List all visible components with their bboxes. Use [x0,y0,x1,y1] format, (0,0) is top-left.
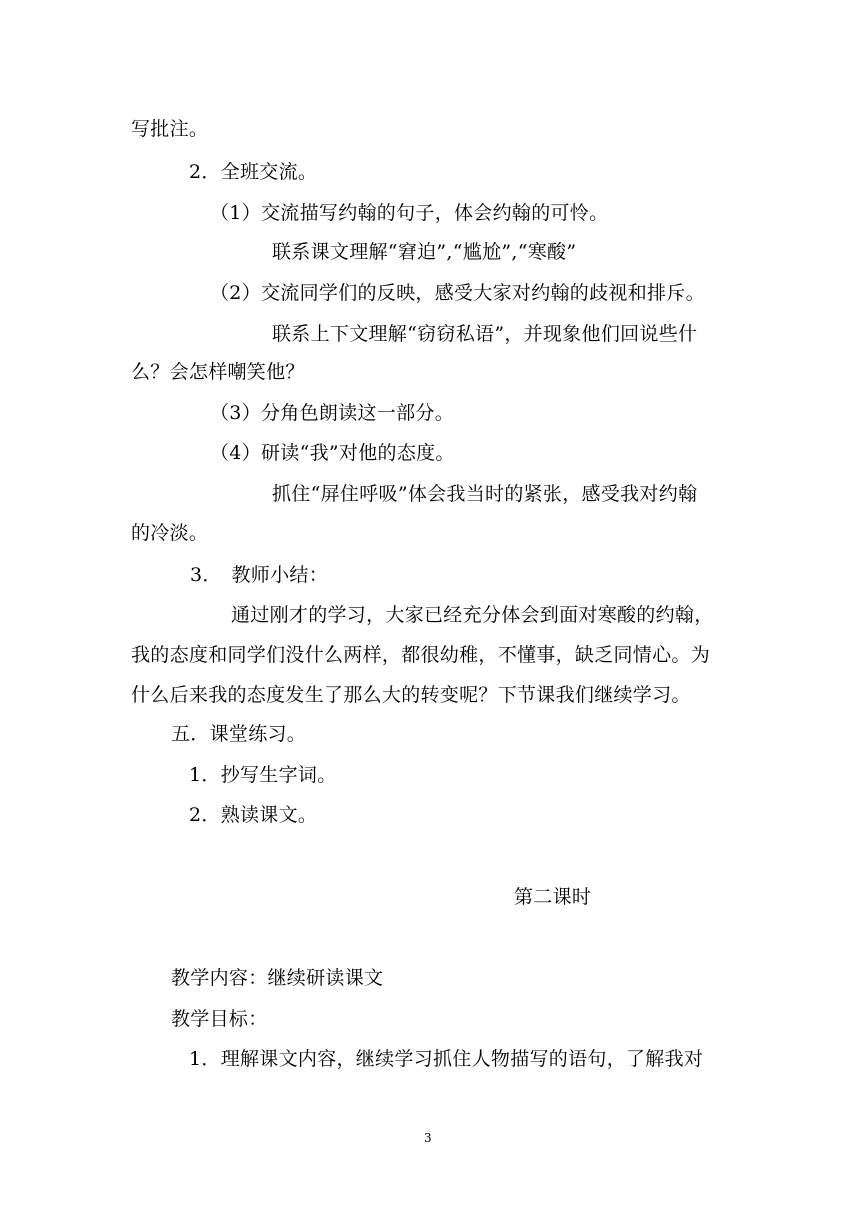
section-heading: 第二课时 [514,886,592,908]
text-line-18: 2．熟读课文。 [189,804,318,826]
text-line-11: 的冷淡。 [131,522,209,544]
page-number: 3 [424,1131,432,1145]
text-line-8: （3）分角色朗读这一部分。 [210,402,454,424]
text-line-21: 1．理解课文内容，继续学习抓住人物描写的语句，了解我对 [189,1048,704,1070]
text-line-16: 五．课堂练习。 [171,723,307,745]
text-line-17: 1．抄写生字词。 [189,764,337,786]
text-line-7: 么？会怎样嘲笑他？ [131,361,305,383]
text-line-10: 抓住“屏住呼吸”体会我当时的紧张，感受我对约翰 [272,483,698,505]
text-line-9: （4）研读“我”对他的态度。 [210,442,455,464]
text-line-2: 2．全班交流。 [189,161,318,183]
text-line-19: 教学内容：继续研读课文 [171,967,384,989]
text-line-4: 联系课文理解“窘迫”,“尴尬”,“寒酸” [272,241,577,263]
text-line-20: 教学目标： [171,1008,268,1030]
text-line-12: 3． 教师小结： [190,564,328,586]
text-line-6: 联系上下文理解“窃窃私语”，并现象他们回说些什 [272,323,698,345]
text-line-13: 通过刚才的学习，大家已经充分体会到面对寒酸的约翰， [231,604,714,626]
text-line-1: 写批注。 [131,118,209,140]
text-line-5: （2）交流同学们的反映，感受大家对约翰的歧视和排斥。 [210,282,705,304]
text-line-15: 什么后来我的态度发生了那么大的转变呢？下节课我们继续学习。 [131,684,691,706]
text-line-14: 我的态度和同学们没什么两样，都很幼稚，不懂事，缺乏同情心。为 [131,644,711,666]
text-line-3: （1）交流描写约翰的句子，体会约翰的可怜。 [210,202,609,224]
